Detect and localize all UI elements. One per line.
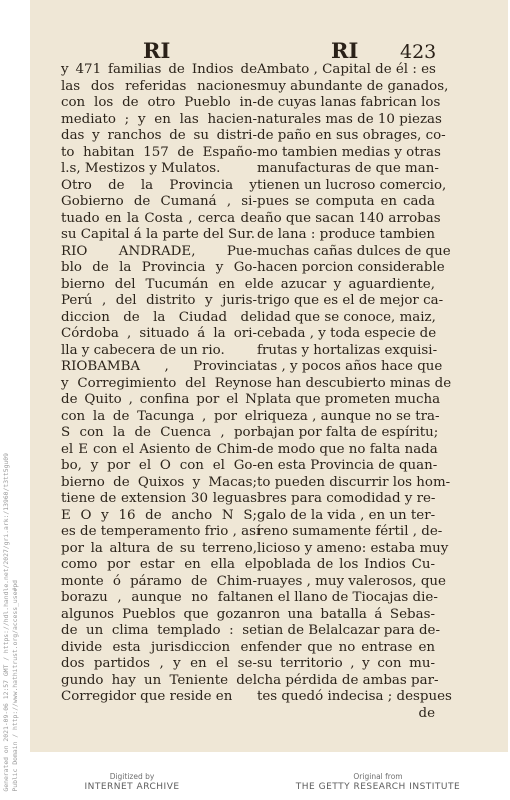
right-column-line: cebada , y toda especie de: [257, 326, 437, 341]
left-column-line: y Corregimiento del Reyno: [61, 375, 257, 391]
left-column-line: borazu , aunque no faltan: [61, 590, 257, 605]
left-column-line: Otro de la Provincia y: [61, 177, 257, 193]
internet-archive-label: INTERNET ARCHIVE: [84, 782, 180, 792]
right-column-line: de cuyas lanas fabrican los: [257, 95, 441, 110]
right-column-line: riqueza , aunque no se tra-: [257, 408, 440, 424]
right-column-line: tes quedó indecisa ; despues: [257, 689, 452, 704]
left-column-line: y 471 familias de Indios de: [61, 62, 257, 77]
right-column-line: trigo que es el de mejor ca-: [257, 293, 444, 308]
right-column-line: se han descubierto minas de: [257, 375, 452, 391]
left-column-line: el E con el Asiento de Chim-: [61, 441, 257, 457]
right-column-line: reno sumamente fértil , de-: [257, 524, 443, 539]
left-column-line: RIOBAMBA , Provincia: [61, 359, 257, 374]
right-column-line: ron una batalla á Sebas-: [257, 606, 435, 622]
right-running-head: RI: [331, 38, 359, 63]
right-column-line: en esta Provincia de quan-: [257, 458, 438, 473]
right-column-line: bres para comodidad y re-: [257, 491, 436, 506]
left-column-line: das y ranchos de su distri-: [61, 128, 257, 143]
left-column-line: de Quito , confina por el N: [61, 392, 257, 407]
left-column-line: Perú , del distrito y juris-: [61, 293, 257, 308]
original-from-label: Original from: [353, 772, 403, 781]
page-number: 423: [400, 41, 437, 63]
left-column-line: bo, y por el O con el Go-: [61, 458, 257, 473]
left-column-line: de un clima templado : se: [61, 623, 257, 638]
left-column-line: monte ó páramo de Chim-: [61, 573, 257, 589]
left-column-line: Corregidor que reside en: [61, 689, 233, 704]
left-column-line: bierno de Quixos y Macas;: [61, 474, 257, 490]
right-column-line: pues se computa en cada: [257, 194, 435, 209]
right-column-line: ruayes , muy valerosos, que: [257, 573, 446, 589]
right-column-line: licioso y ameno: estaba muy: [257, 540, 449, 556]
left-column-line: Gobierno de Cumaná , si-: [61, 194, 257, 209]
watermark-line-1: Generated on 2021-09-06 12:57 GMT / https://hdl.handle.net/2027/gri.ark:/13960/t3tt5gu09: [2, 453, 10, 792]
right-column-line: muchas cañas dulces de que: [257, 243, 451, 259]
catchword: de: [418, 705, 435, 721]
right-column-line: bajan por falta de espíritu;: [257, 425, 439, 440]
digitized-by-credit: [62, 772, 202, 792]
left-column-line: es de temperamento frio , así: [61, 524, 261, 539]
left-text-column: [61, 62, 261, 706]
left-column-line: con los de otro Pueblo in-: [61, 95, 257, 110]
left-column-line: diccion de la Ciudad de: [61, 309, 257, 325]
right-column-line: de modo que no falta nada: [257, 441, 438, 457]
right-column-line: tienen un lucroso comercio,: [257, 177, 447, 193]
right-column-line: mo tambien medias y otras: [257, 144, 441, 160]
left-column-line: mediato ; y en las hacien-: [61, 111, 257, 127]
left-column-line: lla y cabecera de un rio.: [61, 342, 225, 358]
original-from-credit: [288, 772, 468, 792]
left-column-line: Córdoba , situado á la ori-: [61, 326, 257, 341]
left-column-line: to habitan 157 de Españo-: [61, 144, 257, 160]
left-column-line: divide esta jurisdiccion en: [61, 639, 257, 655]
right-column-line: muy abundante de ganados,: [257, 78, 449, 94]
right-column-line: manufacturas de que man-: [257, 161, 439, 176]
left-column-line: tiene de extension 30 leguas: [61, 491, 257, 506]
right-column-line: de lana : produce tambien: [257, 227, 436, 242]
left-column-line: S con la de Cuenca , por: [61, 425, 257, 440]
hathitrust-watermark: [2, 453, 20, 792]
left-column-line: gundo hay un Teniente del: [61, 672, 257, 688]
digitized-by-label: Digitized by: [109, 772, 155, 781]
left-column-line: como por estar en ella el: [61, 557, 257, 572]
left-margin: [0, 0, 30, 800]
right-column-line: frutas y hortalizas exquisi-: [257, 342, 438, 358]
right-column-line: to pueden discurrir los hom-: [257, 474, 451, 490]
right-column-line: hacen porcion considerable: [257, 260, 445, 275]
left-column-line: E O y 16 de ancho N S;: [61, 507, 257, 523]
right-column-line: Ambato , Capital de él : es: [257, 62, 436, 77]
right-column-line: plata que prometen mucha: [257, 392, 441, 407]
right-column-line: tian de Belalcazar para de-: [257, 623, 440, 638]
right-column-line: de paño en sus obrages, co-: [257, 128, 446, 143]
left-column-line: tuado en la Costa , cerca de: [61, 210, 257, 226]
right-column-line: tas , y pocos años hace que: [257, 359, 443, 374]
left-column-line: blo de la Provincia y Go-: [61, 260, 257, 275]
right-text-column: [257, 62, 452, 722]
right-column-line: en el llano de Tiocajas die-: [257, 590, 438, 605]
left-column-line: con la de Tacunga , por el: [61, 408, 257, 424]
left-column-line: dos partidos , y en el se-: [61, 656, 257, 671]
left-column-line: bierno del Tucumán en el: [61, 276, 257, 292]
right-column-line: año que sacan 140 arrobas: [257, 210, 441, 226]
left-column-line: RIO ANDRADE, Pue-: [61, 243, 257, 259]
right-column-line: naturales mas de 10 piezas: [257, 111, 442, 127]
right-column-line: poblada de los Indios Cu-: [257, 557, 435, 572]
left-column-line: su Capital á la parte del Sur.: [61, 227, 256, 242]
watermark-line-2: Public Domain / http://www.hathitrust.org/access_use#pd: [11, 580, 19, 792]
getty-label: THE GETTY RESEARCH INSTITUTE: [295, 782, 461, 792]
right-column-line: cha pérdida de ambas par-: [257, 672, 439, 688]
left-running-head: RI: [143, 38, 171, 63]
left-column-line: l.s, Mestizos y Mulatos.: [61, 161, 221, 176]
right-column-line: lidad que se conoce, maiz,: [257, 309, 436, 325]
scan-footer: [0, 760, 510, 800]
left-column-line: algunos Pueblos que gozan: [61, 606, 257, 622]
right-column-line: fender que no entrase en: [257, 639, 435, 655]
left-column-line: por la altura de su terreno,: [61, 540, 257, 556]
left-column-line: las dos referidas naciones: [61, 78, 257, 94]
right-column-line: galo de la vida , en un ter-: [257, 507, 436, 523]
right-column-line: su territorio , y con mu-: [257, 656, 435, 671]
right-column-line: de azucar y aguardiente,: [257, 276, 435, 292]
running-header: [30, 38, 508, 62]
